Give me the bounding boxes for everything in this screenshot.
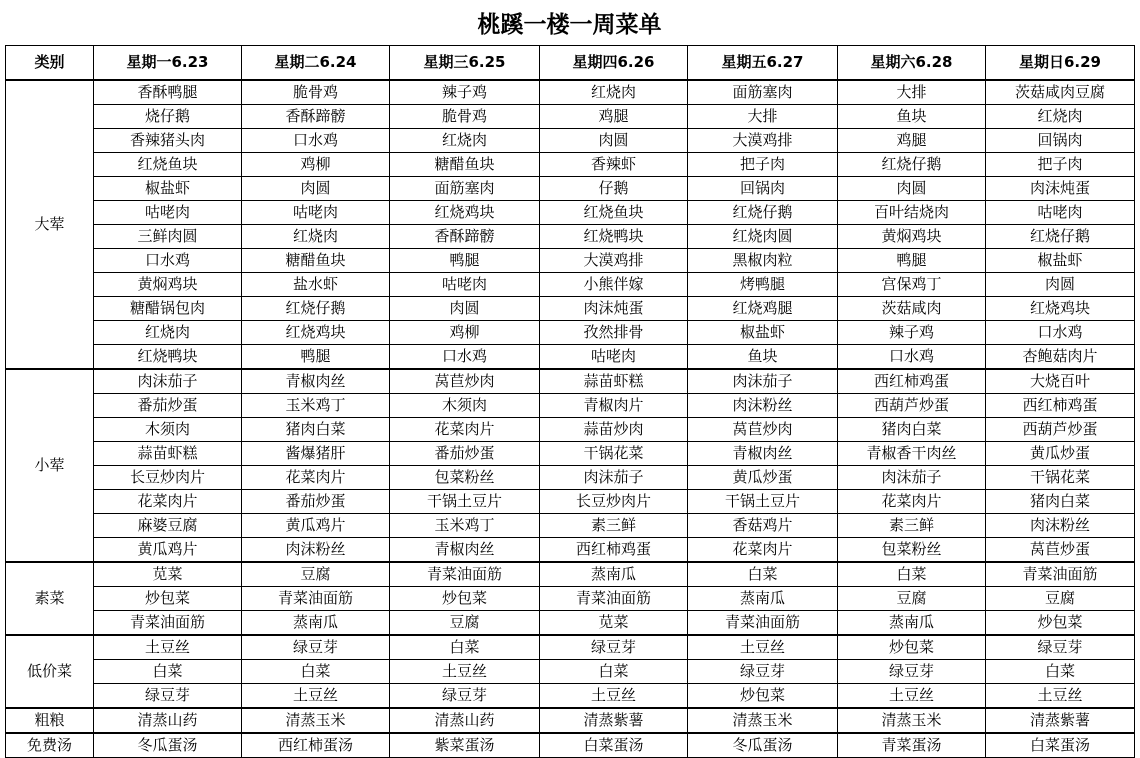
table-row [6, 490, 1135, 514]
dish-cell: 大漠鸡排 [688, 129, 838, 153]
dish-cell: 青菜油面筋 [540, 587, 688, 611]
dish-cell: 白菜 [688, 562, 838, 587]
dish-cell: 茨菇咸肉 [838, 297, 986, 321]
dish-cell: 盐水虾 [242, 273, 390, 297]
dish-cell: 青菜油面筋 [94, 611, 242, 636]
dish-cell: 黄瓜炒蛋 [986, 442, 1135, 466]
dish-cell: 黑椒肉粒 [688, 249, 838, 273]
dish-cell: 干锅土豆片 [688, 490, 838, 514]
table-row [6, 587, 1135, 611]
dish-cell: 豆腐 [986, 587, 1135, 611]
dish-cell: 口水鸡 [94, 249, 242, 273]
dish-cell: 百叶结烧肉 [838, 201, 986, 225]
dish-cell: 鸭腿 [242, 345, 390, 370]
dish-cell: 炒包菜 [94, 587, 242, 611]
dish-cell: 大排 [838, 80, 986, 105]
dish-cell: 红烧鸭块 [94, 345, 242, 370]
table-row [6, 105, 1135, 129]
dish-cell: 红烧肉 [540, 80, 688, 105]
dish-cell: 玉米鸡丁 [242, 394, 390, 418]
table-row [6, 635, 1135, 660]
dish-cell: 白菜蛋汤 [986, 733, 1135, 758]
dish-cell: 把子肉 [986, 153, 1135, 177]
dish-cell: 鸭腿 [390, 249, 540, 273]
dish-cell: 肉沫炖蛋 [540, 297, 688, 321]
dish-cell: 香辣虾 [540, 153, 688, 177]
dish-cell: 红烧鱼块 [540, 201, 688, 225]
dish-cell: 青菜油面筋 [986, 562, 1135, 587]
dish-cell: 咕咾肉 [242, 201, 390, 225]
dish-cell: 咕咾肉 [986, 201, 1135, 225]
category-cell: 低价菜 [6, 635, 94, 708]
table-row [6, 514, 1135, 538]
dish-cell: 青椒肉片 [540, 394, 688, 418]
dish-cell: 口水鸡 [838, 345, 986, 370]
dish-cell: 口水鸡 [242, 129, 390, 153]
dish-cell: 土豆丝 [94, 635, 242, 660]
dish-cell: 孜然排骨 [540, 321, 688, 345]
table-row [6, 177, 1135, 201]
dish-cell: 番茄炒蛋 [94, 394, 242, 418]
table-row [6, 660, 1135, 684]
table-row [6, 562, 1135, 587]
dish-cell: 椒盐虾 [688, 321, 838, 345]
menu-body [6, 80, 1135, 758]
dish-cell: 白菜 [390, 635, 540, 660]
table-row [6, 466, 1135, 490]
table-row [6, 684, 1135, 709]
dish-cell: 红烧仔鹅 [986, 225, 1135, 249]
table-row [6, 80, 1135, 105]
dish-cell: 大排 [688, 105, 838, 129]
table-row [6, 418, 1135, 442]
dish-cell: 面筋塞肉 [688, 80, 838, 105]
dish-cell: 莴苣炒蛋 [986, 538, 1135, 563]
table-row [6, 249, 1135, 273]
header-category: 类别 [6, 46, 94, 81]
dish-cell: 咕咾肉 [94, 201, 242, 225]
dish-cell: 炒包菜 [688, 684, 838, 709]
dish-cell: 椒盐虾 [986, 249, 1135, 273]
dish-cell: 肉圆 [390, 297, 540, 321]
header-friday: 星期五6.27 [688, 46, 838, 81]
dish-cell: 冬瓜蛋汤 [688, 733, 838, 758]
table-row [6, 345, 1135, 370]
dish-cell: 绿豆芽 [540, 635, 688, 660]
dish-cell: 长豆炒肉片 [94, 466, 242, 490]
table-row [6, 321, 1135, 345]
dish-cell: 番茄炒蛋 [390, 442, 540, 466]
dish-cell: 苋菜 [94, 562, 242, 587]
dish-cell: 绿豆芽 [986, 635, 1135, 660]
dish-cell: 豆腐 [838, 587, 986, 611]
dish-cell: 包菜粉丝 [838, 538, 986, 563]
dish-cell: 黄焖鸡块 [838, 225, 986, 249]
dish-cell: 咕咾肉 [390, 273, 540, 297]
page-title: 桃蹊一楼一周菜单 [477, 12, 662, 38]
header-saturday: 星期六6.28 [838, 46, 986, 81]
dish-cell: 玉米鸡丁 [390, 514, 540, 538]
dish-cell: 脆骨鸡 [390, 105, 540, 129]
table-row [6, 129, 1135, 153]
dish-cell: 香酥蹄髈 [242, 105, 390, 129]
dish-cell: 土豆丝 [688, 635, 838, 660]
table-row [6, 201, 1135, 225]
header-row [6, 46, 1135, 81]
dish-cell: 干锅土豆片 [390, 490, 540, 514]
table-row [6, 369, 1135, 394]
dish-cell: 黄焖鸡块 [94, 273, 242, 297]
dish-cell: 清蒸山药 [390, 708, 540, 733]
dish-cell: 土豆丝 [540, 684, 688, 709]
dish-cell: 花菜肉片 [390, 418, 540, 442]
dish-cell: 宫保鸡丁 [838, 273, 986, 297]
dish-cell: 红烧仔鹅 [688, 201, 838, 225]
dish-cell: 肉圆 [540, 129, 688, 153]
category-cell: 免费汤 [6, 733, 94, 758]
dish-cell: 西红柿鸡蛋 [540, 538, 688, 563]
dish-cell: 青菜油面筋 [390, 562, 540, 587]
category-cell: 素菜 [6, 562, 94, 635]
header-sunday: 星期日6.29 [986, 46, 1135, 81]
table-row [6, 225, 1135, 249]
dish-cell: 绿豆芽 [688, 660, 838, 684]
dish-cell: 豆腐 [390, 611, 540, 636]
dish-cell: 绿豆芽 [390, 684, 540, 709]
dish-cell: 素三鲜 [540, 514, 688, 538]
dish-cell: 西红柿鸡蛋 [838, 369, 986, 394]
dish-cell: 麻婆豆腐 [94, 514, 242, 538]
dish-cell: 绿豆芽 [838, 660, 986, 684]
header-wednesday: 星期三6.25 [390, 46, 540, 81]
dish-cell: 青菜蛋汤 [838, 733, 986, 758]
dish-cell: 蒸南瓜 [688, 587, 838, 611]
dish-cell: 素三鲜 [838, 514, 986, 538]
dish-cell: 红烧鸡块 [242, 321, 390, 345]
dish-cell: 糖醋锅包肉 [94, 297, 242, 321]
dish-cell: 蒸南瓜 [540, 562, 688, 587]
dish-cell: 蒜苗虾糕 [94, 442, 242, 466]
dish-cell: 青菜油面筋 [242, 587, 390, 611]
dish-cell: 香菇鸡片 [688, 514, 838, 538]
dish-cell: 清蒸玉米 [838, 708, 986, 733]
header-thursday: 星期四6.26 [540, 46, 688, 81]
dish-cell: 把子肉 [688, 153, 838, 177]
table-row [6, 442, 1135, 466]
dish-cell: 红烧鸭块 [540, 225, 688, 249]
dish-cell: 红烧鸡块 [986, 297, 1135, 321]
dish-cell: 土豆丝 [986, 684, 1135, 709]
dish-cell: 紫菜蛋汤 [390, 733, 540, 758]
dish-cell: 长豆炒肉片 [540, 490, 688, 514]
dish-cell: 口水鸡 [986, 321, 1135, 345]
dish-cell: 清蒸玉米 [242, 708, 390, 733]
dish-cell: 香辣猪头肉 [94, 129, 242, 153]
dish-cell: 木须肉 [390, 394, 540, 418]
dish-cell: 肉沫粉丝 [986, 514, 1135, 538]
dish-cell: 花菜肉片 [838, 490, 986, 514]
category-cell: 大荤 [6, 80, 94, 369]
dish-cell: 黄瓜鸡片 [94, 538, 242, 563]
table-row [6, 394, 1135, 418]
dish-cell: 肉沫炖蛋 [986, 177, 1135, 201]
dish-cell: 土豆丝 [390, 660, 540, 684]
dish-cell: 辣子鸡 [390, 80, 540, 105]
dish-cell: 肉沫粉丝 [688, 394, 838, 418]
table-row [6, 538, 1135, 563]
dish-cell: 红烧仔鹅 [242, 297, 390, 321]
dish-cell: 蒸南瓜 [242, 611, 390, 636]
dish-cell: 香酥鸭腿 [94, 80, 242, 105]
dish-cell: 炒包菜 [986, 611, 1135, 636]
dish-cell: 花菜肉片 [94, 490, 242, 514]
dish-cell: 糖醋鱼块 [242, 249, 390, 273]
dish-cell: 回锅肉 [688, 177, 838, 201]
dish-cell: 白菜 [94, 660, 242, 684]
dish-cell: 红烧鱼块 [94, 153, 242, 177]
dish-cell: 猪肉白菜 [242, 418, 390, 442]
dish-cell: 西红柿鸡蛋 [986, 394, 1135, 418]
dish-cell: 红烧肉圆 [688, 225, 838, 249]
dish-cell: 青椒香干肉丝 [838, 442, 986, 466]
dish-cell: 肉圆 [242, 177, 390, 201]
dish-cell: 蒜苗虾糕 [540, 369, 688, 394]
dish-cell: 辣子鸡 [838, 321, 986, 345]
dish-cell: 鸭腿 [838, 249, 986, 273]
dish-cell: 烧仔鹅 [94, 105, 242, 129]
header-tuesday: 星期二6.24 [242, 46, 390, 81]
dish-cell: 回锅肉 [986, 129, 1135, 153]
table-row [6, 153, 1135, 177]
dish-cell: 白菜蛋汤 [540, 733, 688, 758]
dish-cell: 绿豆芽 [242, 635, 390, 660]
dish-cell: 蒸南瓜 [838, 611, 986, 636]
dish-cell: 土豆丝 [838, 684, 986, 709]
dish-cell: 烤鸭腿 [688, 273, 838, 297]
dish-cell: 清蒸山药 [94, 708, 242, 733]
dish-cell: 包菜粉丝 [390, 466, 540, 490]
dish-cell: 红烧鸡块 [390, 201, 540, 225]
dish-cell: 番茄炒蛋 [242, 490, 390, 514]
dish-cell: 黄瓜鸡片 [242, 514, 390, 538]
dish-cell: 冬瓜蛋汤 [94, 733, 242, 758]
menu-table [5, 45, 1135, 758]
dish-cell: 咕咾肉 [540, 345, 688, 370]
dish-cell: 白菜 [540, 660, 688, 684]
category-cell: 小荤 [6, 369, 94, 562]
dish-cell: 清蒸紫薯 [986, 708, 1135, 733]
dish-cell: 青椒肉丝 [688, 442, 838, 466]
dish-cell: 花菜肉片 [242, 466, 390, 490]
dish-cell: 干锅花菜 [540, 442, 688, 466]
dish-cell: 白菜 [838, 562, 986, 587]
dish-cell: 红烧肉 [242, 225, 390, 249]
dish-cell: 脆骨鸡 [242, 80, 390, 105]
dish-cell: 肉圆 [986, 273, 1135, 297]
dish-cell: 大漠鸡排 [540, 249, 688, 273]
dish-cell: 青椒肉丝 [242, 369, 390, 394]
dish-cell: 鸡柳 [242, 153, 390, 177]
dish-cell: 西葫芦炒蛋 [838, 394, 986, 418]
dish-cell: 清蒸紫薯 [540, 708, 688, 733]
dish-cell: 肉沫茄子 [94, 369, 242, 394]
dish-cell: 酱爆猪肝 [242, 442, 390, 466]
dish-cell: 豆腐 [242, 562, 390, 587]
dish-cell: 红烧肉 [986, 105, 1135, 129]
dish-cell: 干锅花菜 [986, 466, 1135, 490]
dish-cell: 青菜油面筋 [688, 611, 838, 636]
dish-cell: 面筋塞肉 [390, 177, 540, 201]
dish-cell: 红烧肉 [94, 321, 242, 345]
dish-cell: 炒包菜 [838, 635, 986, 660]
dish-cell: 青椒肉丝 [390, 538, 540, 563]
table-row [6, 273, 1135, 297]
dish-cell: 鱼块 [838, 105, 986, 129]
dish-cell: 鸡柳 [390, 321, 540, 345]
table-row [6, 708, 1135, 733]
dish-cell: 杏鲍菇肉片 [986, 345, 1135, 370]
dish-cell: 口水鸡 [390, 345, 540, 370]
dish-cell: 绿豆芽 [94, 684, 242, 709]
dish-cell: 清蒸玉米 [688, 708, 838, 733]
dish-cell: 鸡腿 [540, 105, 688, 129]
dish-cell: 椒盐虾 [94, 177, 242, 201]
dish-cell: 红烧仔鹅 [838, 153, 986, 177]
dish-cell: 茨菇咸肉豆腐 [986, 80, 1135, 105]
dish-cell: 莴苣炒肉 [390, 369, 540, 394]
dish-cell: 糖醋鱼块 [390, 153, 540, 177]
dish-cell: 红烧肉 [390, 129, 540, 153]
dish-cell: 鸡腿 [838, 129, 986, 153]
dish-cell: 木须肉 [94, 418, 242, 442]
dish-cell: 大烧百叶 [986, 369, 1135, 394]
dish-cell: 肉沫茄子 [540, 466, 688, 490]
dish-cell: 炒包菜 [390, 587, 540, 611]
dish-cell: 苋菜 [540, 611, 688, 636]
dish-cell: 肉沫茄子 [838, 466, 986, 490]
dish-cell: 黄瓜炒蛋 [688, 466, 838, 490]
category-cell: 粗粮 [6, 708, 94, 733]
dish-cell: 西红柿蛋汤 [242, 733, 390, 758]
dish-cell: 白菜 [242, 660, 390, 684]
dish-cell: 土豆丝 [242, 684, 390, 709]
table-row [6, 611, 1135, 636]
dish-cell: 花菜肉片 [688, 538, 838, 563]
dish-cell: 仔鹅 [540, 177, 688, 201]
dish-cell: 香酥蹄髈 [390, 225, 540, 249]
dish-cell: 肉沫茄子 [688, 369, 838, 394]
dish-cell: 三鲜肉圆 [94, 225, 242, 249]
dish-cell: 猪肉白菜 [838, 418, 986, 442]
dish-cell: 西葫芦炒蛋 [986, 418, 1135, 442]
dish-cell: 肉沫粉丝 [242, 538, 390, 563]
dish-cell: 肉圆 [838, 177, 986, 201]
dish-cell: 鱼块 [688, 345, 838, 370]
dish-cell: 小熊伴嫁 [540, 273, 688, 297]
dish-cell: 猪肉白菜 [986, 490, 1135, 514]
dish-cell: 蒜苗炒肉 [540, 418, 688, 442]
table-row [6, 297, 1135, 321]
header-monday: 星期一6.23 [94, 46, 242, 81]
dish-cell: 红烧鸡腿 [688, 297, 838, 321]
dish-cell: 白菜 [986, 660, 1135, 684]
dish-cell: 莴苣炒肉 [688, 418, 838, 442]
